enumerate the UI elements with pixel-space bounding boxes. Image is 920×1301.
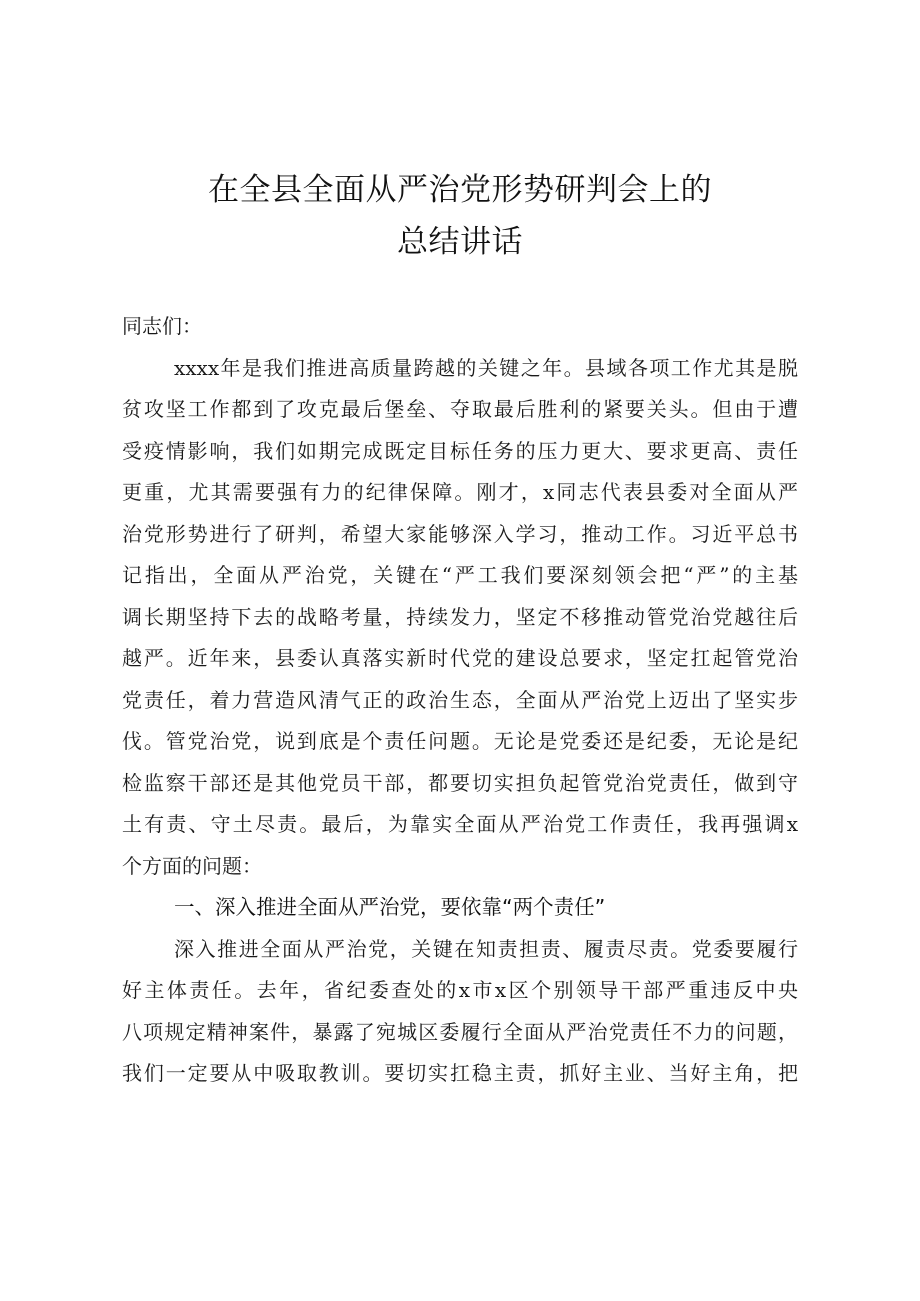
- document-body: [122, 306, 798, 1095]
- paragraph-line: 深入推进全面从严治党，关键在知责担责、履责尽责。党委要履行: [174, 936, 798, 961]
- paragraph-line: 八项规定精神案件，暴露了宛城区委履行全面从严治党责任不力的问题，: [122, 1019, 798, 1044]
- document-title-line-2: 总结讲话: [397, 224, 523, 260]
- paragraph-line: 调长期坚持下去的战略考量，持续发力，坚定不移推动管党治党越往后: [122, 604, 798, 629]
- paragraph-line: 更重，尤其需要强有力的纪律保障。刚才，x同志代表县委对全面从严: [122, 480, 798, 504]
- paragraph-2: [122, 929, 798, 1095]
- paragraph-1: [122, 348, 798, 888]
- document-title-line-1: 在全县全面从严治党形势研判会上的: [208, 172, 712, 208]
- paragraph-line: 个方面的问题：: [122, 853, 262, 878]
- paragraph-line: 好主体责任。去年，省纪委查处的x市x区个别领导干部严重违反中央: [122, 978, 798, 1002]
- paragraph-line: 贫攻坚工作都到了攻克最后堡垒、夺取最后胜利的紧要关头。但由于遭: [122, 397, 798, 421]
- paragraph-line: 我们一定要从中吸取教训。要切实扛稳主责，抓好主业、当好主角，把: [122, 1061, 798, 1085]
- paragraph-line: 检监察干部还是其他党员干部，都要切实担负起管党治党责任，做到守: [122, 770, 798, 795]
- paragraph-line: 受疫情影响，我们如期完成既定目标任务的压力更大、要求更高、责任: [122, 438, 798, 463]
- paragraph-line: 越严。近年来，县委认真落实新时代党的建设总要求，坚定扛起管党治: [122, 646, 798, 670]
- paragraph-line: 党责任，着力营造风清气正的政治生态，全面从严治党上迈出了坚实步: [122, 687, 798, 712]
- salutation: 同志们：: [122, 314, 202, 338]
- section-1-heading: 一、深入推进全面从严治党，要依靠“两个责任”: [174, 895, 606, 919]
- paragraph-line: xxxx年是我们推进高质量跨越的关键之年。县域各项工作尤其是脱: [174, 355, 798, 380]
- paragraph-line: 土有责、守土尽责。最后，为靠实全面从严治党工作责任，我再强调x: [122, 812, 798, 836]
- paragraph-line: 治党形势进行了研判，希望大家能够深入学习，推动工作。习近平总书: [122, 521, 798, 546]
- paragraph-line: 记指出，全面从严治党，关键在“严工我们要深刻领会把“严”的主基: [122, 563, 798, 587]
- paragraph-line: 伐。管党治党，说到底是个责任问题。无论是党委还是纪委，无论是纪: [122, 729, 798, 753]
